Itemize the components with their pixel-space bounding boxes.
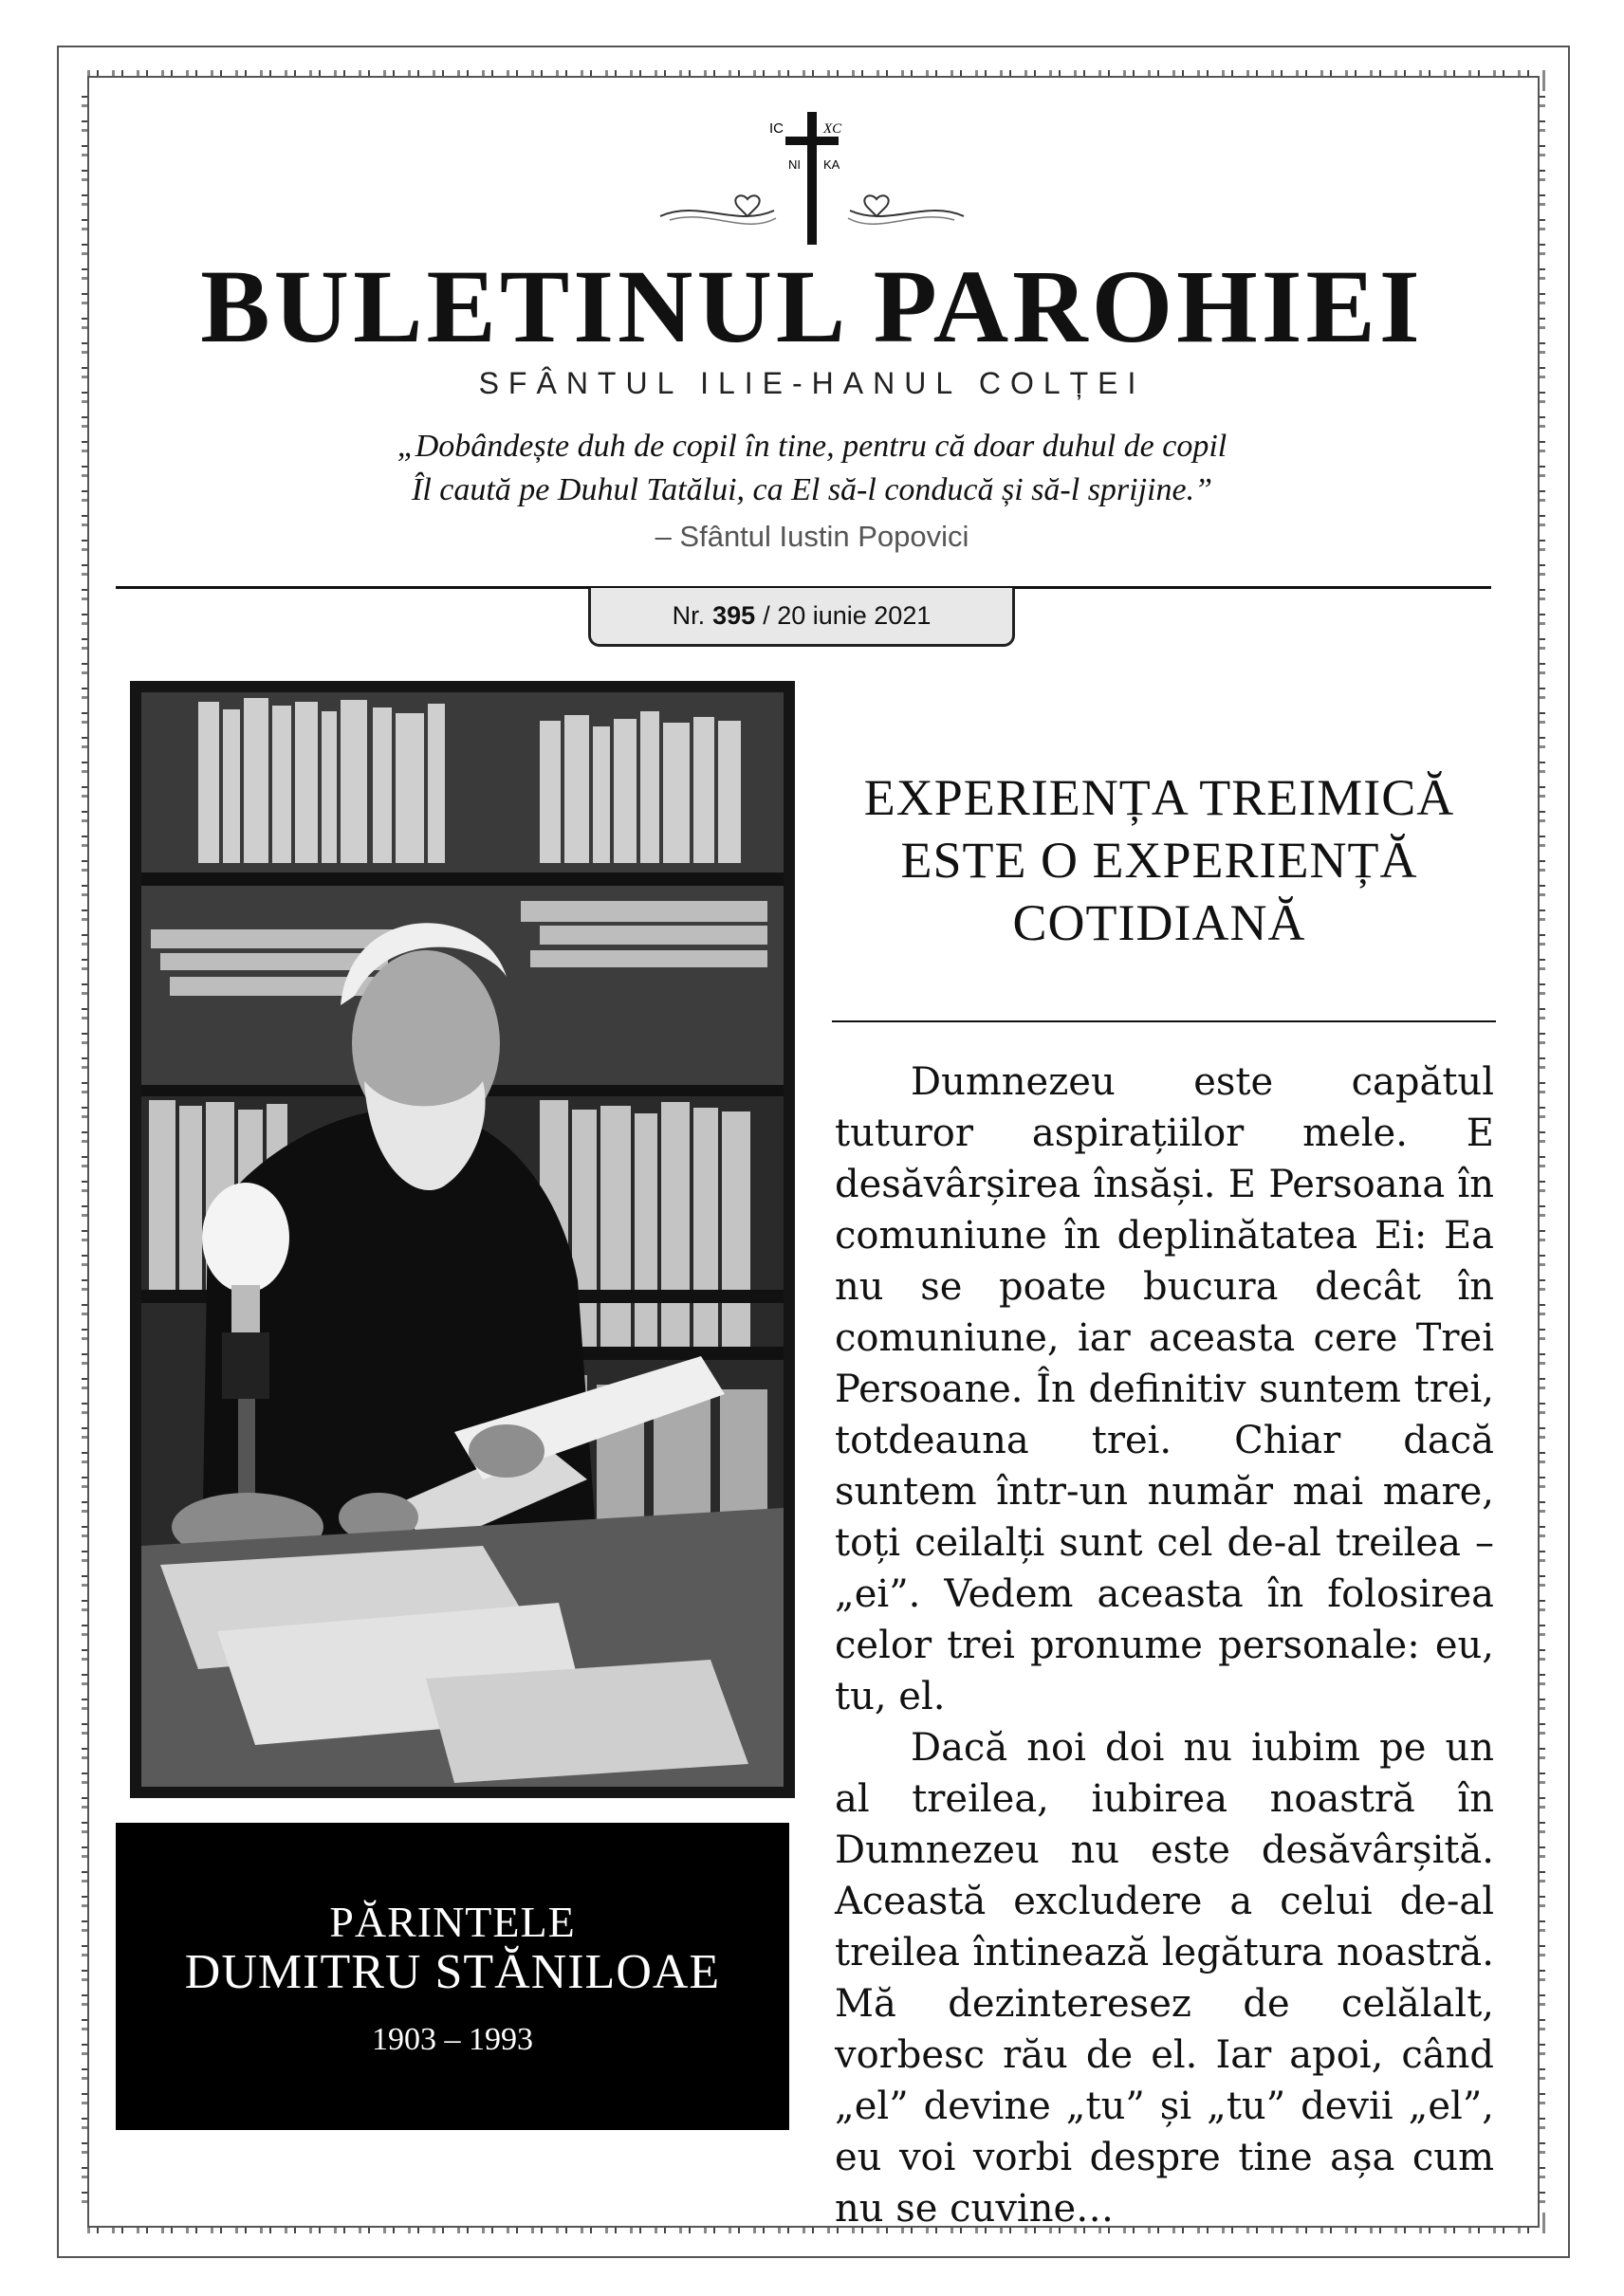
parish-subtitle: SFÂNTUL ILIE-HANUL COLȚEI [478, 366, 1146, 400]
bulletin-title: BULETINUL PAROHIEI [200, 248, 1424, 364]
cross-emblem-icon [651, 104, 973, 247]
article-paragraph: Dumnezeu este capătul tuturor aspirațiilor mele. E desăvârșirea însăși. E Persoana în comuniune în deplinătatea Ei: Ea nu se poate bucura decât în comuniune, iar aceasta cere Trei Persoane. În definitiv suntem trei, totdeauna trei. Chiar dacă suntem într-un număr mai mare, toți ceilalți sunt cel de-al treilea – „ei”. Vedem aceasta în folosirea celor trei pronume personale: eu, tu, el. [835, 1060, 1494, 1718]
portrait-caption-box [116, 1823, 789, 2130]
portrait-photo-frame [130, 681, 795, 1798]
issue-number: 395 [712, 601, 756, 630]
article-title [827, 766, 1491, 954]
emblem-ni: NI [788, 157, 801, 172]
issue-badge [588, 588, 1015, 647]
quote-line-1: „Dobândește duh de copil în tine, pentru că doar duhul de copil [397, 429, 1227, 464]
article-title-line-2: ESTE O EXPERIENȚĂ [900, 832, 1418, 889]
article-title-line-3: COTIDIANĂ [1012, 894, 1306, 951]
emblem-ka: KA [823, 157, 840, 172]
issue-prefix: Nr. [672, 601, 706, 630]
article-divider [832, 1020, 1496, 1022]
article-title-line-1: EXPERIENȚA TREIMICĂ [863, 769, 1455, 826]
portrait-years: 1903 – 1993 [372, 2022, 533, 2057]
epigraph-quote [95, 425, 1529, 512]
article-paragraph: Dacă noi doi nu iubim pe un al treilea, iubirea noastră în Dumnezeu nu este desăvârșită. Această excludere a celui de-al treilea întinează legătura noastră. Mă dezinteresez de celălalt, vorbesc rău de el. Iar apoi, când „el” devine „tu” și „tu” devii „el”, eu voi vorbi despre tine așa cum nu se cuvine… [835, 1726, 1494, 2231]
quote-author: – Sfântul Iustin Popovici [655, 520, 969, 553]
emblem-ic: IC [769, 120, 784, 137]
issue-date: / 20 iunie 2021 [763, 601, 932, 630]
portrait-title: PĂRINTELE [329, 1898, 576, 1946]
portrait-photo [141, 692, 784, 1787]
article-body [835, 1056, 1494, 2234]
emblem-xc: XC [823, 121, 842, 137]
quote-line-2: Îl caută pe Duhul Tatălui, ca El să-l conducă și să-l sprijine.” [412, 472, 1212, 507]
portrait-name: DUMITRU STĂNILOAE [184, 1945, 721, 1999]
